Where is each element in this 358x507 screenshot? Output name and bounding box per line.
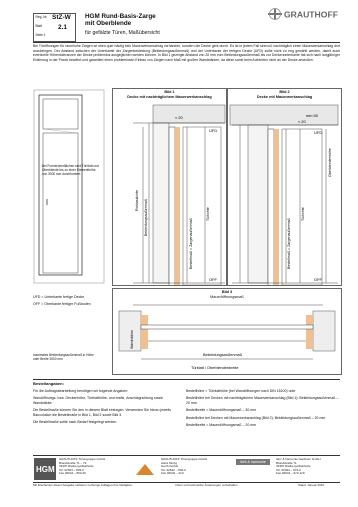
bild1-dim-bekleidung: Bekleidungsaußenmaß — [144, 199, 148, 236]
off-legend: OFF = Oberkante fertiger Fußboden — [33, 302, 91, 306]
footer-line: 33397 Rietberg-Mastholte — [59, 464, 94, 469]
footer-line: Brandstraße 71 – 79 — [59, 460, 87, 465]
bild1-panel — [112, 88, 227, 286]
logo-text: GRAUTHOFF — [284, 9, 338, 20]
bild2-dim-min50: min 50 — [306, 113, 319, 118]
order-right-line: Bestellhöhe = Türblatthöhe (bei Wandöffnungen nach DIN 18100) oder — [186, 389, 296, 393]
footer-line: Tel. 02944 – 972-0 — [276, 467, 301, 472]
bild3-dim-tuerblatt: Türblatt / Oberblendenbreite — [191, 366, 239, 370]
door-elevation-drawing — [33, 89, 105, 284]
ufd-legend: UFD = Unterkante fertige Decke — [33, 295, 85, 299]
order-right-line: Bestellhöhe bei Decken mit Mauerwerkanschlag (Bild 2): Bekleidungsaußenmaß – 20 mm — [186, 415, 326, 420]
footer-date: Stand: Januar 2010 — [298, 483, 325, 487]
bild2-dim-ufd: UFD — [314, 130, 323, 135]
page-subtitle: für gefälzte Türen, Maßübersicht — [85, 30, 160, 36]
bild2-dim-off: OFF — [314, 277, 322, 282]
bild1-dim-rohbaulichte: Rohbaulichte — [135, 190, 139, 211]
bild2-label: Bild 2 — [279, 90, 290, 94]
footer-line: tanz & harmonie Gardinen GmbH — [276, 457, 321, 461]
order-left-column — [33, 389, 175, 424]
footer-line: Fax 02944 – 972-129 — [276, 471, 305, 476]
bild1-label: Bild 1 — [164, 90, 175, 94]
bild2-dim-tuerlichte: Türlichte — [301, 207, 305, 221]
bild1-dim-off: OFF — [209, 277, 217, 282]
footer-line: Gerth GmbH — [161, 464, 179, 469]
order-divider — [33, 379, 340, 380]
order-right-line: Bestellbreite = Mauerdöffnungsmaß – 20 mm — [186, 423, 257, 428]
bild3-panel — [112, 288, 342, 375]
header-meta-box — [33, 13, 76, 42]
blatt-value: 2.1 — [58, 23, 68, 31]
footer-line: Tel. 02642 – 804-0 — [161, 467, 186, 472]
order-right-line: Bestellhöhe bei Decken mit nachträglichem Mauerwerkanschlag (Bild 1): Bekleidungsaußenmaß – 20 mm — [186, 396, 339, 405]
bild3-caption: Mauerlöffnungsmaß — [210, 295, 244, 299]
reg-value: StZ-W — [52, 14, 71, 21]
licht-harmonie-logo: licht & harmonie — [236, 459, 270, 465]
bild2-dim-oberblende: Oberblendenhöhe — [328, 148, 332, 177]
footer-line: Fax 02944 – 803-29 — [59, 471, 86, 476]
footer-line: GRAUTHOFF Türengruppe GmbH — [161, 457, 208, 461]
footer-company-2 — [161, 458, 231, 476]
footer-line: 33397 Rietberg-Mastholte — [276, 464, 311, 469]
grauthoff-logo — [266, 7, 340, 21]
title-line-1: HGM Rund-Basis-Zarge — [85, 13, 156, 20]
astra-logo — [132, 462, 158, 478]
bild3-dim-bekleidung: Bekleidungsaußenmaß — [203, 353, 243, 357]
reg-label: Reg.-Nr. — [35, 15, 48, 19]
order-left-line: Die Bestellmaße können Sie den in diesem Blatt eintragen. Verwenden Sie hierzu jeweils Bauvolution die Bestellmaße in Bild 1, Bild 2 sowie Bild 3. — [33, 408, 171, 417]
footer-line: GRAUTHOFF Türengruppe GmbH — [59, 457, 106, 461]
title-line-2: mit Oberblende — [85, 20, 132, 28]
bild2-dim-bestellmass: Bestellmaß = Zargenaußenmaß — [287, 218, 291, 269]
order-right-column — [186, 389, 340, 427]
footer-disclaimer: Irrtum und technische Änderungen vorbehalten — [175, 483, 238, 487]
bild2-caption: Decke mit Mauerwerkanschlag — [256, 95, 313, 99]
veneer-note: Bei Furnieroberflächen sind Türblatt und Oberblende bis zu einer Elementhöhe von 3000 mm durchfurniert. — [42, 164, 99, 176]
footer-company-3 — [276, 458, 340, 476]
order-left-line: Wandöffnungs- bzw. Deckenhöhe, Türblatthöhe- und breite, Anschlagrichtung sowie Wandstärke. — [33, 396, 163, 405]
order-left-line: Für die Auftragsbearbeitung benötigen wir folgende Angaben: — [33, 389, 129, 393]
hgm-logo — [34, 458, 56, 480]
bild1-dim-20: ≈ 20 — [175, 115, 183, 120]
intro-paragraph: Bei Türöffnungen für raumhohe Zargen ist oben quer häufig kein Mauerwerkanschlag vorhanden, sondern die Decke geht durch. Es ist in jedem Fall sinnvoll, nachträglich einen Mauerwerkanschlag dort anzubringen. Der Abstand zwischen der Unterkante der Zargenbekleidung (Bekleidungsaußenmaß) und der Unterkante der fertigen Decke (UFD) sollte nicht zu eng gewählt werden, damit auch eventuelle Höhentoleranzen der Decke problemlos ausgeglichen werden können. In Bild 1 gezeigte Abstand von 20 mm vom Bekleidungsaußenmaß bis zur Deckenunterkante hat sich nach langjähriger Erfahrung in der Praxis bewährt und garantiert einen problemlosen Einbau von Zargen nach Maß mit großen Wandstärken, da diese somit beim Aufrichten nicht an der Decke anstoßen. — [33, 44, 340, 62]
order-heading: Bestellangaben: — [33, 381, 64, 386]
svg-text:HGM: HGM — [36, 465, 55, 474]
bild1-dim-tuerlichte: Türlichte — [206, 207, 210, 221]
footer-company-1 — [59, 458, 129, 476]
footer-validity-note: Mit Erscheinen dieser Ausgabe verlieren vorherige Auflagen ihre Gültigkeit. — [33, 483, 133, 487]
header-divider — [33, 42, 340, 43]
footer-line: Astra Sinzig — [161, 460, 178, 465]
page-title — [85, 13, 156, 28]
footer-divider — [33, 455, 340, 456]
seite-label: Seite 1 — [35, 33, 46, 37]
footer-line: Fax 02642 – 210 — [161, 471, 184, 476]
bild2-dim-20: ≈ 20 — [298, 119, 306, 124]
bild3-dim-wandstaerke: Wandstärke — [130, 329, 134, 349]
bild1-dim-ufd: UFD — [209, 128, 218, 133]
bild2-panel — [227, 88, 342, 286]
order-right-line: Bestellbreite = Mauerdöffnungsmaß – 30 mm — [186, 408, 257, 413]
bild1-dim-bestellmass: Bestellmaß = Zargenaußenmaß — [189, 218, 193, 269]
bild3-label: Bild 3 — [221, 290, 233, 294]
footer-line: Tel. 02944 – 803-0 — [59, 467, 84, 472]
footer-line: Brandstraße 71 — [276, 460, 297, 465]
bild1-caption: Decke mit nachträglichem Mauerwerkanschlag — [127, 95, 212, 99]
blatt-label: Blatt — [35, 24, 42, 28]
order-left-line: Die Bestellmaße sollte nach Bedarf festgelegt werden. — [33, 420, 118, 425]
max-size-note: maximales Bekleidungsaußenmaß in Höhe oder Breite 3000 mm — [33, 353, 94, 361]
